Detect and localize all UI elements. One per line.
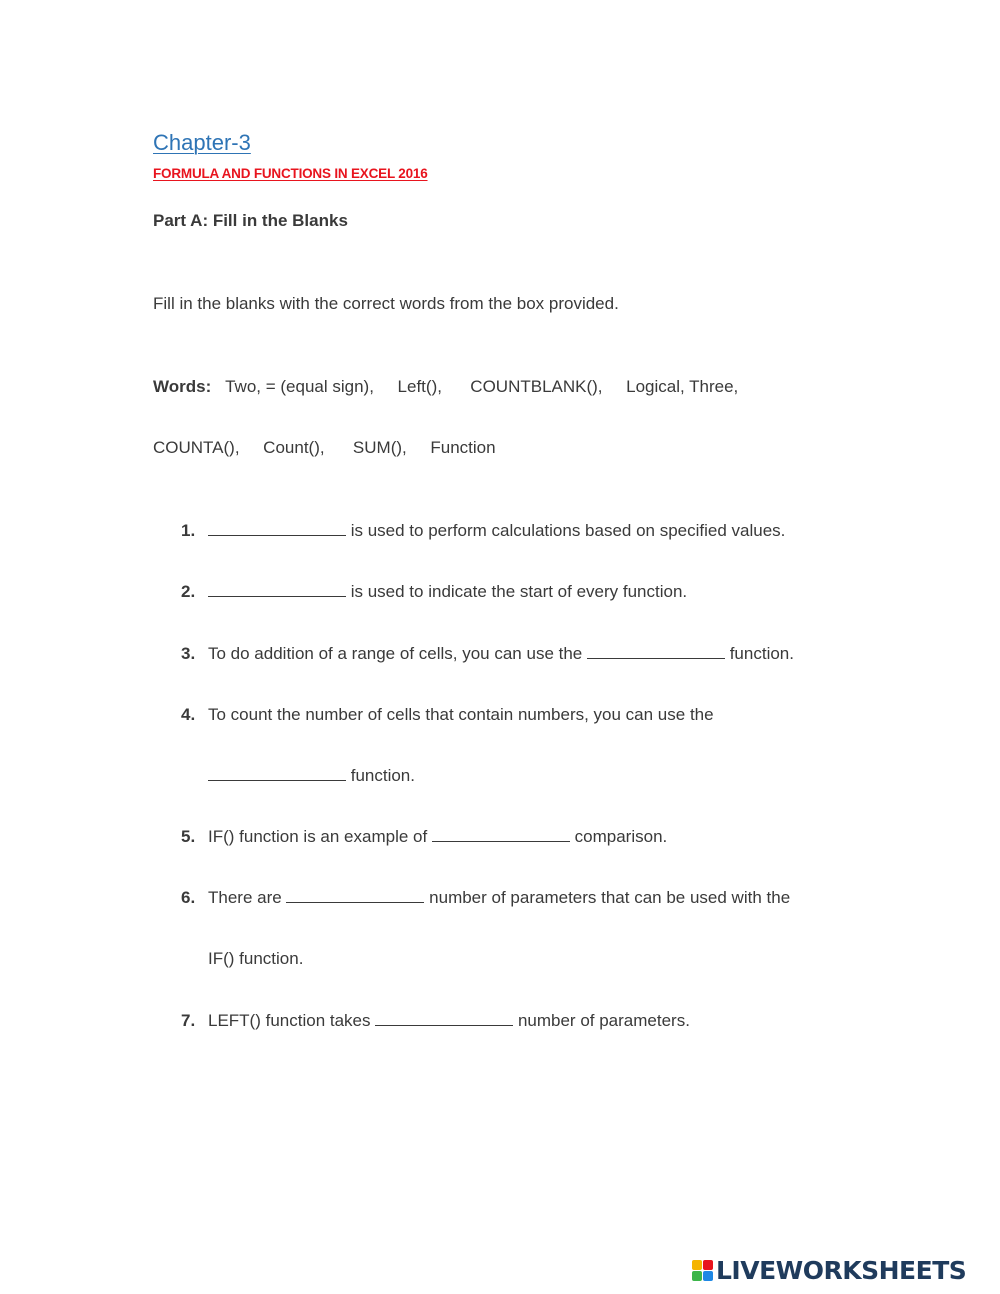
question-7: LEFT() function takes number of parameters. — [208, 1011, 690, 1030]
logo-text: LIVEWORKSHEETS — [716, 1255, 967, 1285]
word-bank-label: Words: — [153, 377, 212, 396]
answer-blank[interactable] — [375, 1011, 513, 1026]
answer-blank[interactable] — [587, 644, 725, 659]
question-6-line-2: IF() function. — [208, 949, 304, 968]
word-bank-line-2: COUNTA(), Count(), SUM(), Function — [153, 438, 496, 457]
word-bank-line-1 — [153, 377, 738, 397]
answer-blank[interactable] — [432, 827, 570, 842]
answer-blank[interactable] — [208, 766, 346, 781]
chapter-subtitle: FORMULA AND FUNCTIONS IN EXCEL 2016 — [153, 166, 428, 181]
answer-blank[interactable] — [286, 888, 424, 903]
logo-square — [692, 1271, 702, 1281]
question-number: 1. — [181, 521, 196, 540]
question-3: To do addition of a range of cells, you can use the function. — [208, 644, 794, 663]
logo-square — [703, 1271, 713, 1281]
question-5: IF() function is an example of comparison. — [208, 827, 668, 846]
word-bank-words-1: Two, = (equal sign), Left(), COUNTBLANK(), Logical, Three, — [211, 377, 739, 396]
part-heading: Part A: Fill in the Blanks — [153, 211, 348, 230]
instructions-text: Fill in the blanks with the correct words from the box provided. — [153, 294, 619, 313]
question-number: 2. — [181, 582, 196, 601]
chapter-title: Chapter-3 — [153, 130, 251, 155]
question-4-line-2: function. — [208, 766, 415, 786]
question-1: is used to perform calculations based on specified values. — [208, 521, 785, 541]
logo-square — [703, 1260, 713, 1270]
question-number: 5. — [181, 827, 196, 846]
question-number: 3. — [181, 644, 196, 663]
logo-mark-icon — [692, 1260, 713, 1281]
question-number: 7. — [181, 1011, 196, 1030]
question-number: 6. — [181, 888, 196, 907]
answer-blank[interactable] — [208, 582, 346, 597]
question-2: is used to indicate the start of every function. — [208, 582, 687, 602]
logo-square — [692, 1260, 702, 1270]
question-6-line-1: There are number of parameters that can be used with the — [208, 888, 791, 907]
liveworksheets-logo — [692, 1255, 966, 1285]
answer-blank[interactable] — [208, 521, 346, 536]
question-4-line-1: To count the number of cells that contain numbers, you can use the — [208, 705, 714, 724]
question-number: 4. — [181, 705, 196, 724]
